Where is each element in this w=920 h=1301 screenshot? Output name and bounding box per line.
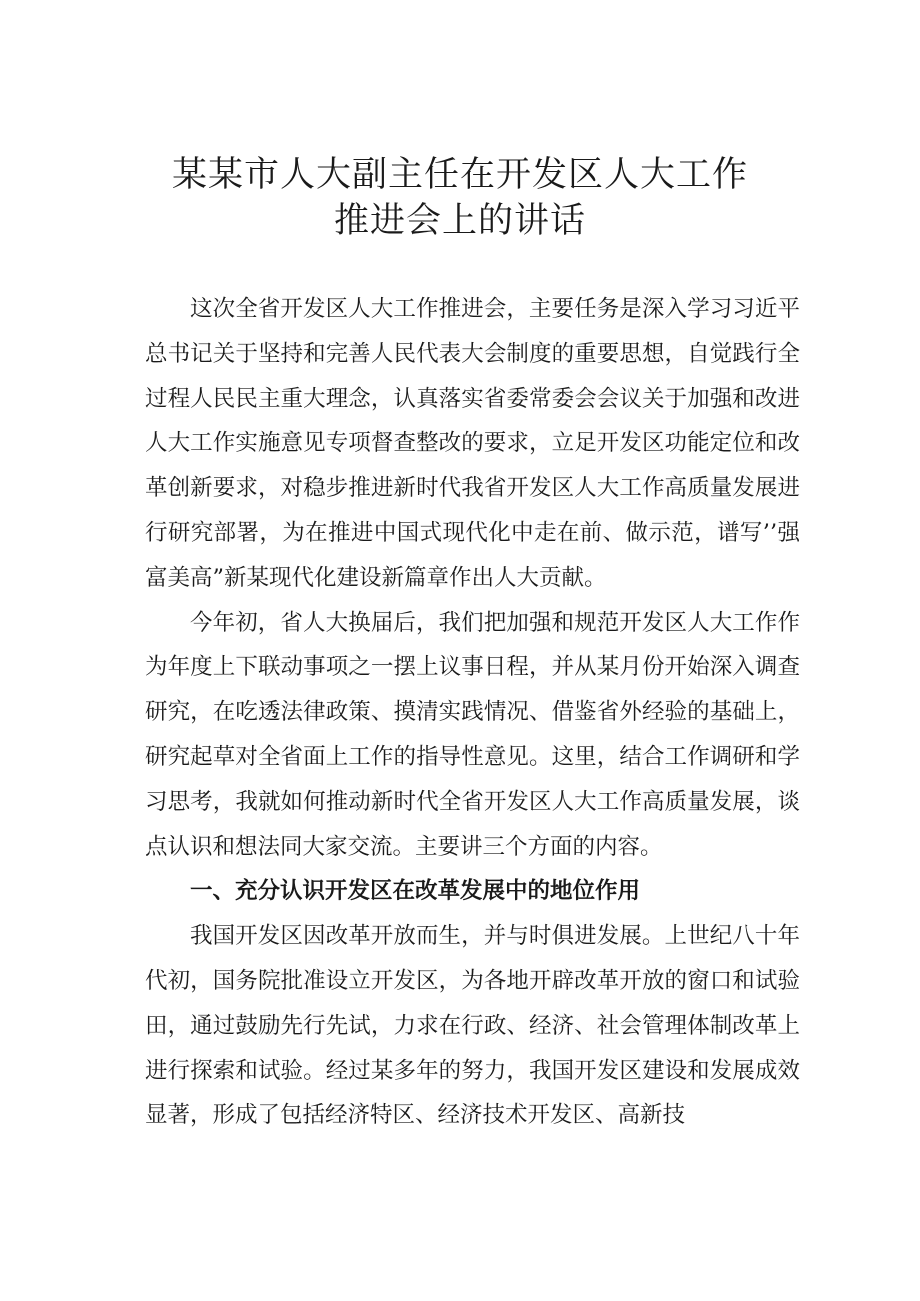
document-title-line-2: 推进会上的讲话 xyxy=(333,201,586,241)
intro-paragraph-1: 这次全省开发区人大工作推进会，主要任务是深入学习习近平总书记关于坚持和完善人民代表大会制度的重要思想，自觉践行全过程人民民主重大理念，认真落实省委常委会会议关于加强和改进人大工作实施意见专项督查整改的要求，立足开发区功能定位和改革创新要求，对稳步推进新时代我省开发区人大工作高质量发展进行研究部署，为在推进中国式现代化中走在前、做示范，谱写’’强富美高”新某现代化建设新篇章作出人大贡献。 xyxy=(145,296,800,591)
section-1-paragraph: 我国开发区因改革开放而生，并与时俱进发展。上世纪八十年代初，国务院批准设立开发区，为各地开辟改革开放的窗口和试验田，通过鼓励先行先试，力求在行政、经济、社会管理体制改革上进行探索和试验。经过某多年的努力，我国开发区建设和发展成效显著，形成了包括经济特区、经济技术开发区、高新技 xyxy=(145,923,800,1129)
document-body xyxy=(145,287,800,1138)
intro-paragraph-2: 今年初，省人大换届后，我们把加强和规范开发区人大工作作为年度上下联动事项之一摆上议事日程，并从某月份开始深入调查研究，在吃透法律政策、摸清实践情况、借鉴省外经验的基础上，研究起草对全省面上工作的指导性意见。这里，结合工作调研和学习思考，我就如何推动新时代全省开发区人大工作高质量发展，谈点认识和想法同大家交流。主要讲三个方面的内容。 xyxy=(145,609,800,860)
document-title-line-1: 某某市人大副主任在开发区人大工作 xyxy=(171,155,748,195)
section-heading-1: 一、充分认识开发区在改革发展中的地位作用 xyxy=(190,878,641,905)
